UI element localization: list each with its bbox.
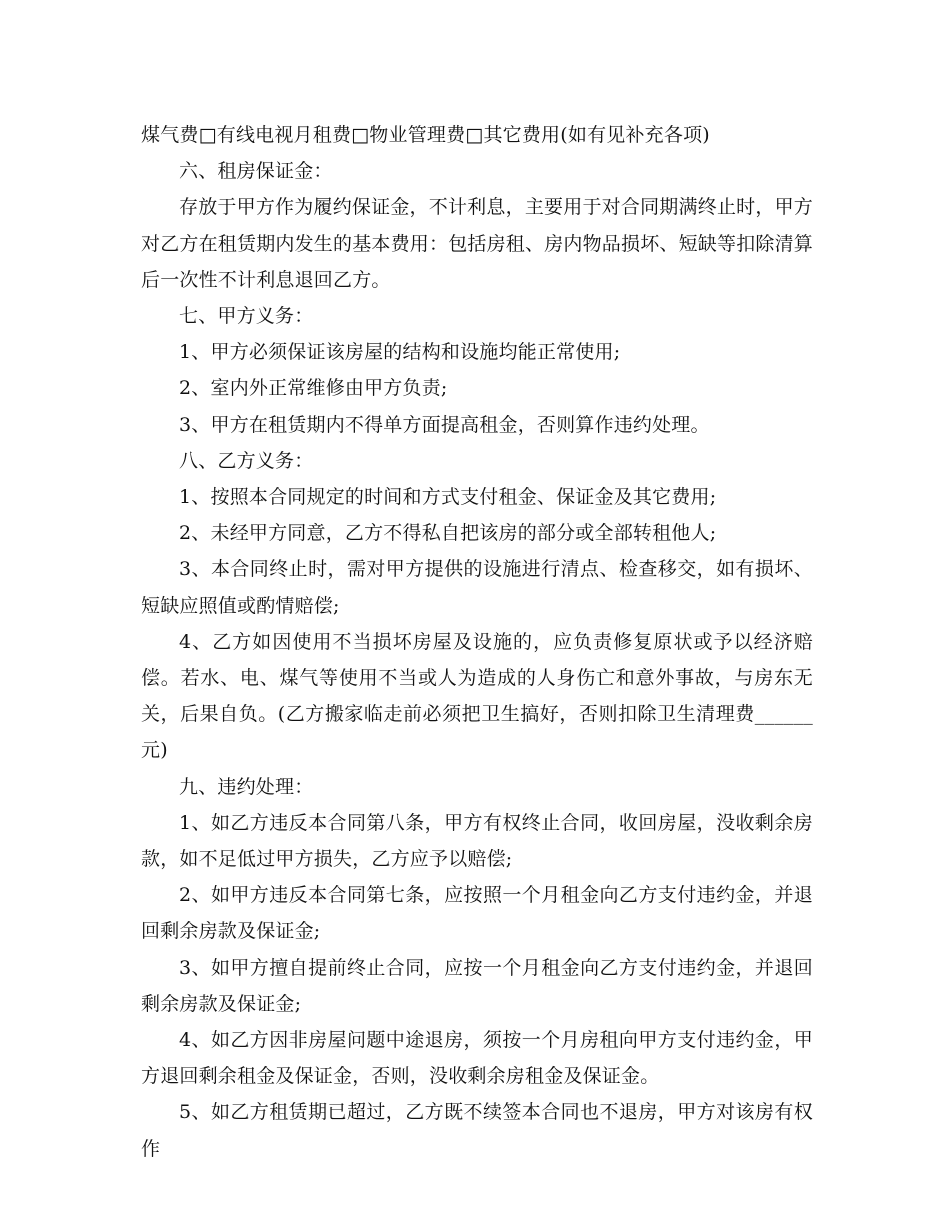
paragraph-landlord-duty-3: 3、甲方在租赁期内不得单方面提高租金，否则算作违约处理。 <box>179 413 710 436</box>
paragraph-tenant-duty-1: 1、按照本合同规定的时间和方式支付租金、保证金及其它费用; <box>179 486 717 509</box>
section-heading-tenant-duties: 八、乙方义务： <box>179 449 314 472</box>
section-heading-deposit: 六、租房保证金： <box>179 160 333 183</box>
paragraph-breach-5: 5、如乙方租赁期已超过，乙方既不续签本合同也不退房，甲方对该房有权作 <box>141 1101 813 1160</box>
document-body <box>141 117 813 1167</box>
paragraph-breach-2: 2、如甲方违反本合同第七条，应按照一个月租金向乙方支付违约金，并退回剩余房款及保证金; <box>141 884 813 943</box>
paragraph-fees-continued: 煤气费□有线电视月租费□物业管理费□其它费用(如有见补充各项) <box>141 124 710 146</box>
paragraph-landlord-duty-1: 1、甲方必须保证该房屋的结构和设施均能正常使用; <box>179 341 621 364</box>
paragraph-tenant-duty-3: 3、本合同终止时，需对甲方提供的设施进行清点、检查移交，如有损坏、短缺应照值或酌情赔偿; <box>141 558 813 617</box>
paragraph-breach-1: 1、如乙方违反本合同第八条，甲方有权终止合同，收回房屋，没收剩余房款，如不足低过甲方损失，乙方应予以赔偿; <box>141 811 813 871</box>
paragraph-breach-4: 4、如乙方因非房屋问题中途退房，须按一个月房租向甲方支付违约金，甲方退回剩余租金及保证金，否则，没收剩余房租金及保证金。 <box>141 1029 813 1088</box>
paragraph-tenant-duty-2: 2、未经甲方同意，乙方不得私自把该房的部分或全部转租他人; <box>179 522 717 545</box>
paragraph-deposit: 存放于甲方作为履约保证金，不计利息，主要用于对合同期满终止时，甲方对乙方在租赁期内发生的基本费用：包括房租、房内物品损坏、短缺等扣除清算后一次性不计利息退回乙方。 <box>141 196 814 291</box>
section-heading-breach: 九、违约处理： <box>179 775 314 798</box>
paragraph-tenant-duty-4: 4、乙方如因使用不当损坏房屋及设施的，应负责修复原状或予以经济赔偿。若水、电、煤气等使用不当或人为造成的人身伤亡和意外事故，与房东无关，后果自负。(乙方搬家临走前必须把卫生搞好，否则扣除卫生清理费______元) <box>141 630 813 762</box>
paragraph-breach-3: 3、如甲方擅自提前终止合同，应按一个月租金向乙方支付违约金，并退回剩余房款及保证金; <box>141 956 813 1015</box>
paragraph-landlord-duty-2: 2、室内外正常维修由甲方负责; <box>179 377 448 400</box>
section-heading-landlord-duties: 七、甲方义务： <box>179 305 314 328</box>
